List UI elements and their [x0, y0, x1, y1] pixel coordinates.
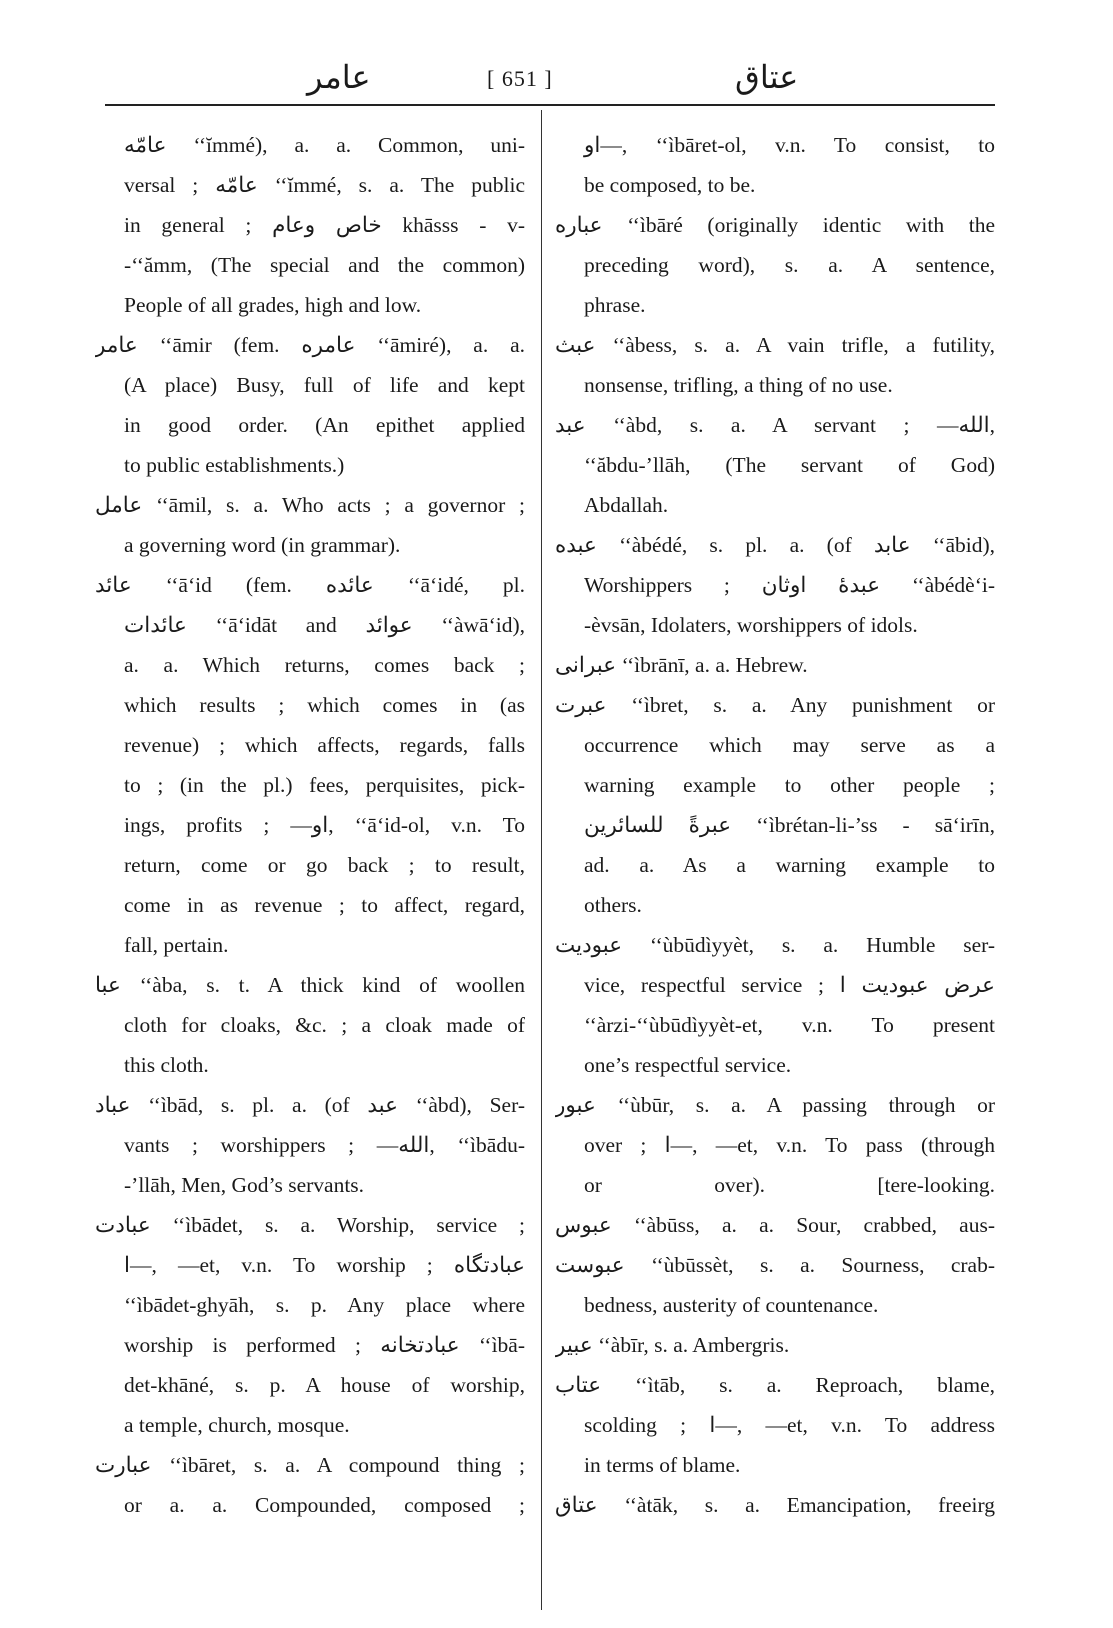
page-number: [ 651 ]: [487, 66, 553, 91]
text-line: over ; ا—, —et, v.n. To pass (through: [584, 1133, 995, 1157]
text-line: عبوديت ‘‘ùbūdìyyèt, s. a. Humble ser-: [555, 933, 995, 957]
text-line: -‘‘ămm, (The special and the common): [124, 253, 525, 277]
text-line: vice, respectful service ; عرض عبوديت ا: [584, 973, 995, 997]
text-line: عائد ‘‘ā‘id (fem. عائده ‘‘ā‘idé, pl.: [95, 573, 525, 597]
text-line: عبوس ‘‘àbūss, a. a. Sour, crabbed, aus-: [555, 1213, 995, 1237]
text-line: occurrence which may serve as a: [584, 733, 995, 757]
text-line: Worshippers ; عبدهٔ اوثان ‘‘àbédè‘i-: [584, 573, 995, 597]
text-line: to ; (in the pl.) fees, perquisites, pick-: [124, 773, 525, 797]
text-line: -èvsān, Idolaters, worshippers of idols.: [584, 613, 918, 637]
text-line: which results ; which comes in (as: [124, 693, 525, 717]
text-line: (A place) Busy, full of life and kept: [124, 373, 525, 397]
text-line: be composed, to be.: [584, 173, 756, 197]
text-line: عباد ‘‘ìbād, s. pl. a. (of عبد ‘‘àbd), Ser-: [95, 1093, 525, 1117]
text-line: عتاق ‘‘àtāk, s. a. Emancipation, freeirg: [555, 1493, 995, 1517]
text-line: ‘‘àrzi-‘‘ùbūdìyyèt-et, v.n. To present: [584, 1013, 995, 1037]
text-line: vants ; worshippers ; —الله, ‘‘ìbādu-: [124, 1133, 525, 1157]
text-line: or a. a. Compounded, composed ;: [124, 1493, 525, 1517]
text-line: عتاب ‘‘ìtāb, s. a. Reproach, blame,: [555, 1373, 995, 1397]
text-line: -’llāh, Men, God’s servants.: [124, 1173, 365, 1197]
text-line: عامل ‘‘āmil, s. a. Who acts ; a governor ;: [95, 493, 525, 517]
text-line: return, come or go back ; to result,: [124, 853, 525, 877]
text-line: warning example to other people ;: [584, 773, 995, 797]
column-divider: [541, 110, 542, 1610]
text-line: a governing word (in grammar).: [124, 533, 401, 557]
text-line: عبادت ‘‘ìbādet, s. a. Worship, service ;: [95, 1213, 525, 1237]
text-line: come in as revenue ; to affect, regard,: [124, 893, 525, 917]
text-line: عبوست ‘‘ùbūssèt, s. a. Sourness, crab-: [555, 1253, 995, 1277]
text-line: fall, pertain.: [124, 933, 229, 957]
text-line: phrase.: [584, 293, 646, 317]
text-line: preceding word), s. a. A sentence,: [584, 253, 995, 277]
text-line: det-khāné, s. p. A house of worship,: [124, 1373, 525, 1397]
text-line: worship is performed ; عبادتخانه ‘‘ìbā-: [124, 1333, 525, 1357]
text-line: others.: [584, 893, 642, 917]
text-line: Abdallah.: [584, 493, 669, 517]
text-line: عبير ‘‘àbīr, s. a. Ambergris.: [555, 1333, 790, 1357]
text-line: in terms of blame.: [584, 1453, 741, 1477]
text-line: عبا ‘‘àba, s. t. A thick kind of woollen: [95, 973, 525, 997]
text-line: عبد ‘‘àbd, s. a. A servant ; —الله,: [555, 413, 995, 437]
text-line: عبرانى ‘‘ìbrānī, a. a. Hebrew.: [555, 653, 808, 677]
text-line: revenue) ; which affects, regards, falls: [124, 733, 525, 757]
text-line: ings, profits ; —او, ‘‘ā‘id-ol, v.n. To: [124, 813, 525, 837]
header-right-word: عتاق: [735, 59, 799, 95]
text-line: عبور ‘‘ùbūr, s. a. A passing through or: [555, 1093, 995, 1117]
text-line: ‘‘ăbdu-’llāh, (The servant of God): [584, 453, 995, 477]
header-left-word: عامر: [307, 59, 371, 95]
left-column: [95, 125, 525, 1525]
text-line: versal ; عامّه ‘‘ĭmmé, s. a. The public: [124, 173, 525, 197]
text-line: عبرت ‘‘ìbret, s. a. Any punishment or: [555, 693, 995, 717]
text-line: a. a. Which returns, comes back ;: [124, 653, 525, 677]
text-line: in general ; خاص وعام khāsss - v-: [124, 213, 525, 237]
text-line: this cloth.: [124, 1053, 209, 1077]
text-line: عائدات ‘‘ā‘idāt and عوائد ‘‘àwā‘id),: [124, 613, 525, 637]
text-line: bedness, austerity of countenance.: [584, 1293, 879, 1317]
text-line: a temple, church, mosque.: [124, 1413, 350, 1437]
text-line: cloth for cloaks, &c. ; a cloak made of: [124, 1013, 525, 1037]
text-line: عامّه ‘‘ĭmmé), a. a. Common, uni-: [124, 133, 525, 157]
text-line: ا—, —et, v.n. To worship ; عبادتگاه: [124, 1253, 525, 1277]
text-line: nonsense, trifling, a thing of no use.: [584, 373, 893, 397]
text-line: scolding ; ا—, —et, v.n. To address: [584, 1413, 995, 1437]
text-line: عبده ‘‘àbédé, s. pl. a. (of عابد ‘‘ābid),: [555, 533, 995, 557]
text-line: or over). [tere-looking.: [584, 1173, 995, 1197]
text-line: عبث ‘‘àbess, s. a. A vain trifle, a futility,: [555, 333, 995, 357]
header-rule: [105, 104, 995, 106]
text-line: عبرةً للسائرين ‘‘ìbrétan-li-’ss - sā‘irīn,: [584, 813, 995, 837]
text-line: عامر ‘‘āmir (fem. عامره ‘‘āmiré), a. a.: [95, 333, 525, 357]
text-line: ad. a. As a warning example to: [584, 853, 995, 877]
page-header: [95, 58, 995, 106]
text-line: ‘‘ìbādet-ghyāh, s. p. Any place where: [124, 1293, 525, 1317]
text-line: in good order. (An epithet applied: [124, 413, 525, 437]
text-line: People of all grades, high and low.: [124, 293, 422, 317]
text-line: او—, ‘‘ìbāret-ol, v.n. To consist, to: [584, 133, 995, 157]
text-line: one’s respectful service.: [584, 1053, 792, 1077]
text-line: عباره ‘‘ìbāré (originally identic with the: [555, 213, 995, 237]
right-column: [555, 125, 995, 1525]
text-line: to public establishments.): [124, 453, 345, 477]
text-line: عبارت ‘‘ìbāret, s. a. A compound thing ;: [95, 1453, 525, 1477]
